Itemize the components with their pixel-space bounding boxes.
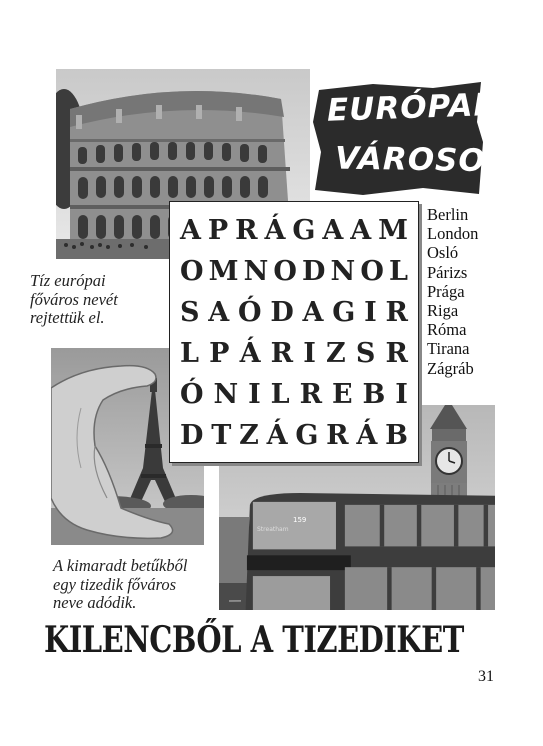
caption-top: Tíz európai főváros nevét rejtettük el. bbox=[30, 271, 118, 327]
grid-cell: G bbox=[295, 419, 319, 451]
grid-cell: R bbox=[299, 378, 323, 410]
city-list bbox=[427, 205, 517, 378]
grid-cell: N bbox=[330, 255, 356, 287]
grid-cell: S bbox=[355, 337, 376, 369]
grid-cell: Z bbox=[239, 419, 259, 451]
grid-cell: Ó bbox=[180, 378, 204, 410]
grid-cell: Z bbox=[326, 337, 346, 369]
grid-cell: G bbox=[292, 214, 316, 246]
grid-cell: I bbox=[248, 378, 261, 410]
city-item: London bbox=[427, 224, 479, 244]
grid-cell: O bbox=[180, 255, 204, 287]
grid-cell: R bbox=[326, 419, 349, 451]
page-number: 31 bbox=[478, 668, 494, 685]
grid-cell: M bbox=[378, 214, 408, 246]
grid-cell: A bbox=[180, 214, 201, 246]
grid-cell: N bbox=[213, 378, 239, 410]
city-item: Riga bbox=[427, 301, 459, 321]
grid-cell: Á bbox=[264, 214, 286, 246]
grid-cell: D bbox=[180, 419, 204, 451]
grid-cell: A bbox=[322, 214, 344, 246]
grid-row-4 bbox=[180, 335, 408, 371]
grid-cell: D bbox=[302, 255, 326, 287]
bus-destination: Streatham bbox=[257, 526, 289, 533]
grid-cell: R bbox=[385, 337, 408, 369]
double-decker-bus-photo bbox=[241, 481, 495, 610]
city-item: Prága bbox=[427, 281, 465, 301]
grid-cell: L bbox=[388, 255, 408, 287]
city-item: Berlin bbox=[427, 205, 469, 224]
grid-cell: O bbox=[360, 255, 384, 287]
city-item: Zágráb bbox=[427, 358, 474, 378]
city-item: Osló bbox=[427, 243, 459, 263]
grid-cell: T bbox=[211, 419, 232, 451]
bottom-title: KILENCBŐL A TIZEDIKET bbox=[44, 618, 464, 661]
grid-cell: N bbox=[243, 255, 269, 287]
city-item: Párizs bbox=[427, 262, 468, 282]
grid-cell: S bbox=[180, 296, 200, 328]
title-line-1: EURÓPAI bbox=[326, 87, 487, 129]
grid-cell: B bbox=[362, 378, 386, 410]
city-item: Róma bbox=[427, 320, 467, 340]
grid-cell: R bbox=[385, 296, 408, 328]
grid-cell: Ó bbox=[238, 296, 262, 328]
bus-route-number: 159 bbox=[293, 516, 307, 524]
title-badge bbox=[313, 82, 512, 196]
grid-cell: Á bbox=[356, 419, 378, 451]
caption-bottom: A kimaradt betűkből egy tizedik főváros neve adódik. bbox=[53, 556, 188, 612]
grid-cell: P bbox=[207, 214, 229, 246]
grid-cell: A bbox=[350, 214, 372, 246]
grid-cell: Á bbox=[266, 419, 288, 451]
grid-cell: P bbox=[209, 337, 230, 369]
grid-cell: L bbox=[180, 337, 199, 369]
grid-cell: I bbox=[395, 378, 408, 410]
grid-cell: O bbox=[273, 255, 297, 287]
grid-cell: M bbox=[208, 255, 239, 287]
grid-cell: R bbox=[235, 214, 258, 246]
grid-cell: I bbox=[303, 337, 316, 369]
grid-row-6 bbox=[180, 417, 408, 453]
grid-cell: G bbox=[332, 296, 356, 328]
grid-cell: I bbox=[364, 296, 377, 328]
grid-row-2 bbox=[180, 253, 408, 289]
grid-cell: A bbox=[302, 296, 324, 328]
word-search-grid bbox=[169, 201, 419, 463]
grid-cell: Á bbox=[239, 337, 261, 369]
city-item: Tirana bbox=[427, 339, 470, 359]
grid-cell: R bbox=[270, 337, 294, 369]
grid-row-3 bbox=[180, 294, 408, 330]
grid-cell: A bbox=[208, 296, 230, 328]
grid-cell: L bbox=[270, 378, 290, 410]
grid-cell: B bbox=[385, 419, 408, 451]
grid-cell: D bbox=[270, 296, 294, 328]
title-line-2: VÁROSOK bbox=[334, 140, 512, 180]
grid-row-5 bbox=[180, 376, 408, 412]
grid-row-1 bbox=[180, 212, 408, 248]
grid-cell: E bbox=[331, 378, 353, 410]
